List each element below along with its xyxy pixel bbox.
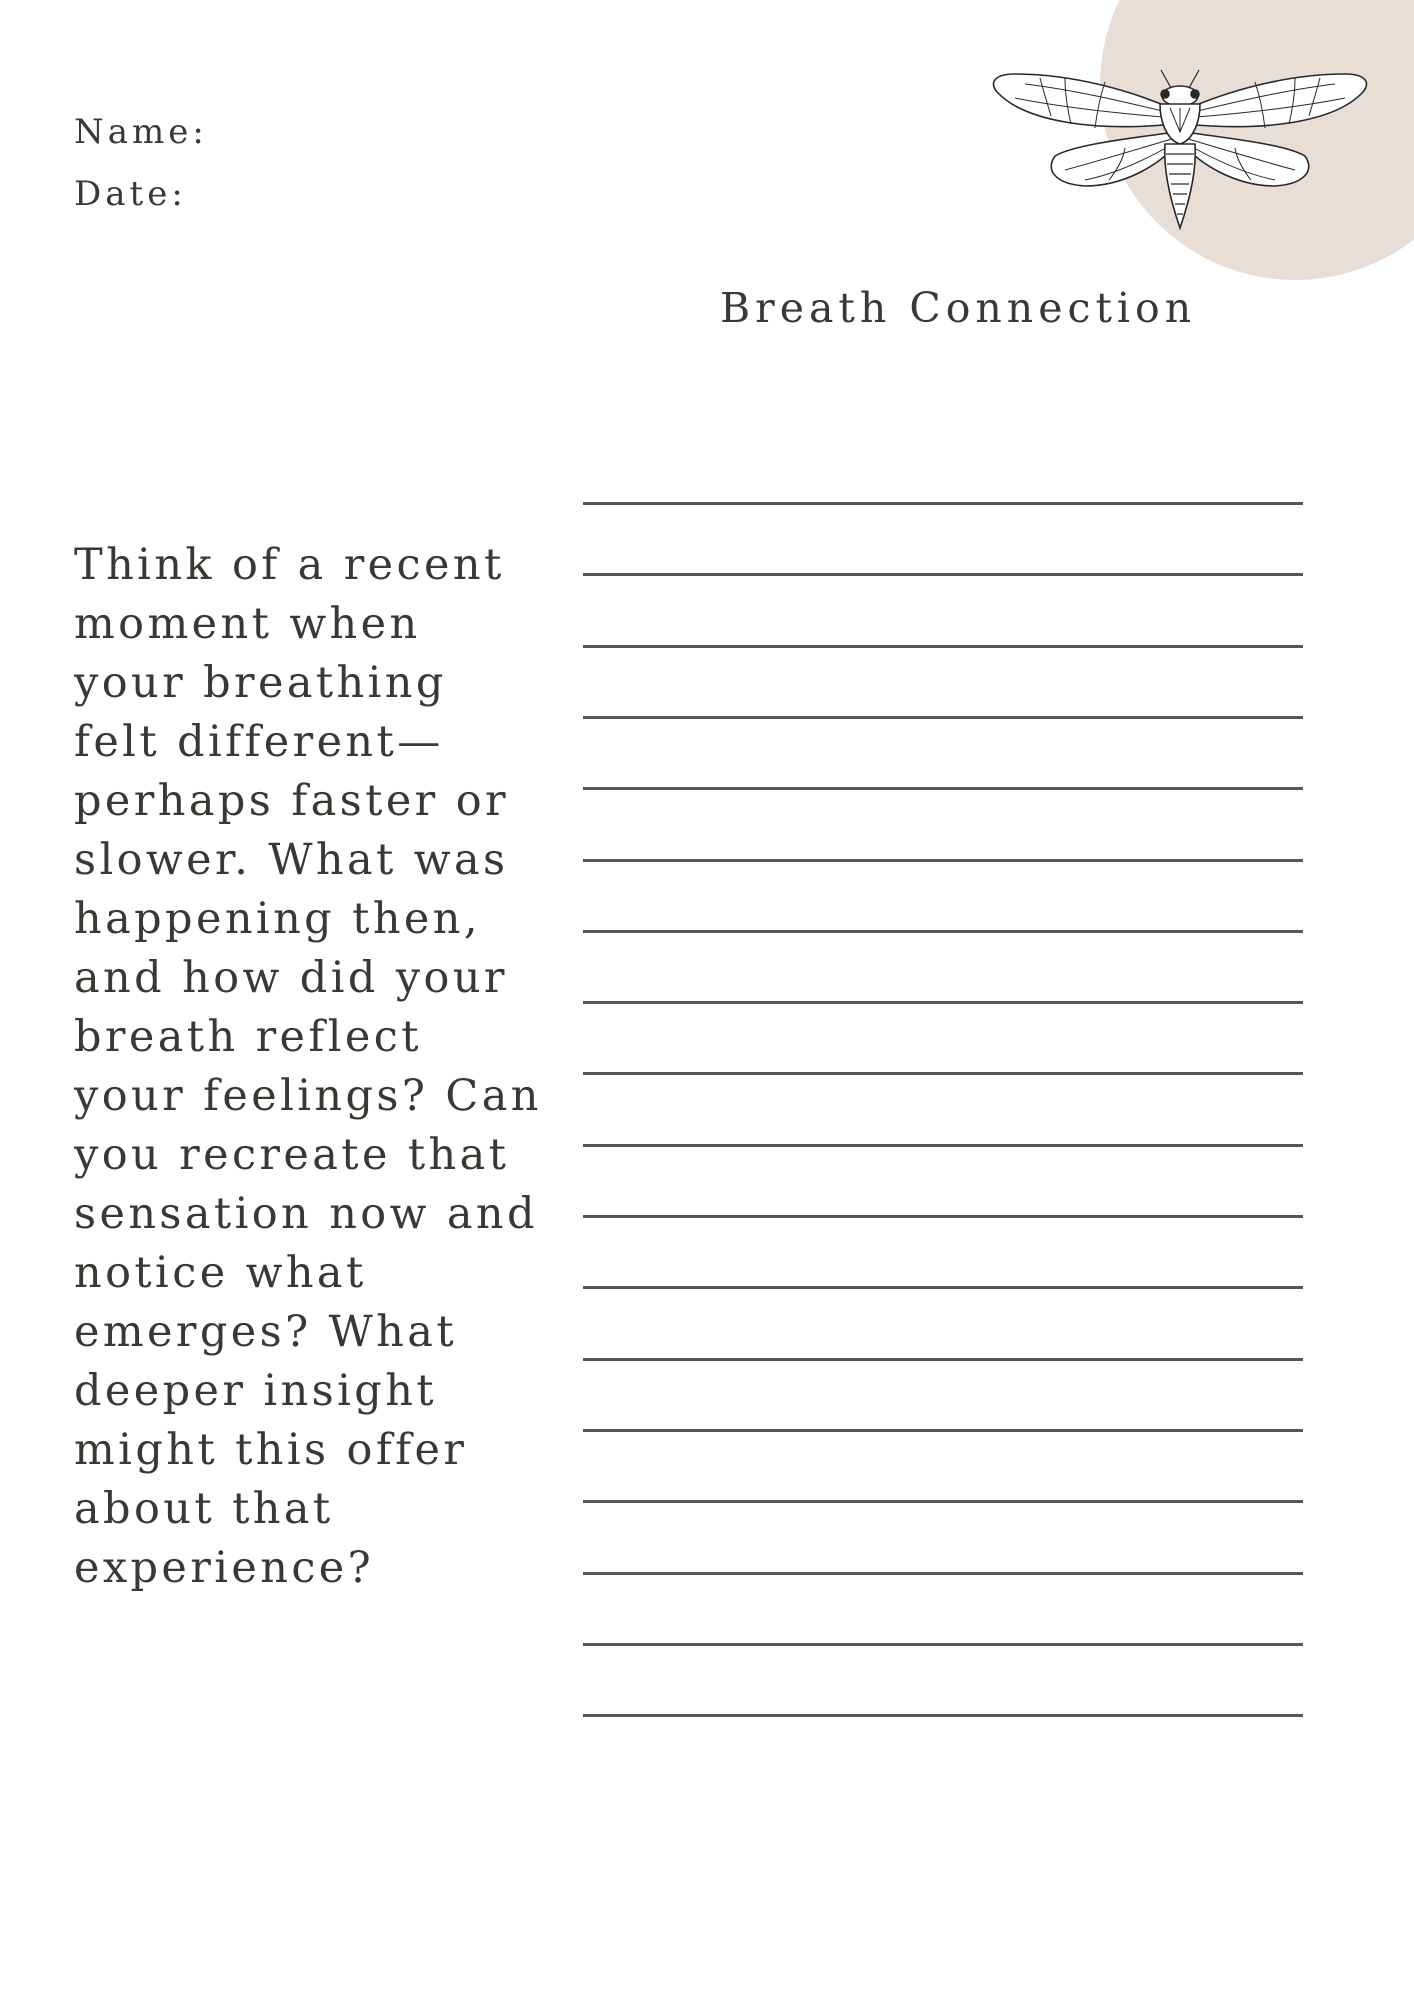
prompt-line: your feelings? Can (74, 1071, 542, 1121)
writing-line (583, 1286, 1303, 1289)
writing-line (583, 645, 1303, 648)
prompt-line: perhaps faster or (74, 776, 509, 826)
page-title: Breath Connection (720, 284, 1197, 332)
prompt-line: happening then, (74, 894, 481, 944)
prompt-line: emerges? What (74, 1307, 457, 1357)
prompt-line: breath reflect (74, 1012, 422, 1062)
writing-line (583, 859, 1303, 862)
writing-line (583, 1643, 1303, 1646)
writing-line (583, 1429, 1303, 1432)
writing-line (583, 787, 1303, 790)
prompt-line: moment when (74, 599, 421, 649)
journal-prompt (74, 536, 574, 1598)
writing-line (583, 502, 1303, 505)
writing-line (583, 1500, 1303, 1503)
cicada-icon (985, 52, 1375, 232)
prompt-line: your breathing (74, 658, 447, 708)
prompt-line: and how did your (74, 953, 508, 1003)
prompt-line: deeper insight (74, 1366, 437, 1416)
writing-line (583, 1714, 1303, 1717)
prompt-line: experience? (74, 1543, 375, 1593)
prompt-line: slower. What was (74, 835, 509, 885)
prompt-line: notice what (74, 1248, 367, 1298)
writing-line (583, 1358, 1303, 1361)
prompt-line: Think of a recent (74, 540, 505, 590)
writing-line (583, 1001, 1303, 1004)
prompt-line: felt different— (74, 717, 444, 767)
date-label: Date: (74, 174, 187, 214)
prompt-line: sensation now and (74, 1189, 538, 1239)
prompt-line: might this offer (74, 1425, 468, 1475)
writing-line (583, 573, 1303, 576)
prompt-line: about that (74, 1484, 334, 1534)
writing-line (583, 1144, 1303, 1147)
name-label: Name: (74, 112, 208, 152)
prompt-line: you recreate that (74, 1130, 510, 1180)
writing-line (583, 716, 1303, 719)
writing-line (583, 1572, 1303, 1575)
writing-line (583, 1072, 1303, 1075)
writing-line (583, 1215, 1303, 1218)
writing-line (583, 930, 1303, 933)
